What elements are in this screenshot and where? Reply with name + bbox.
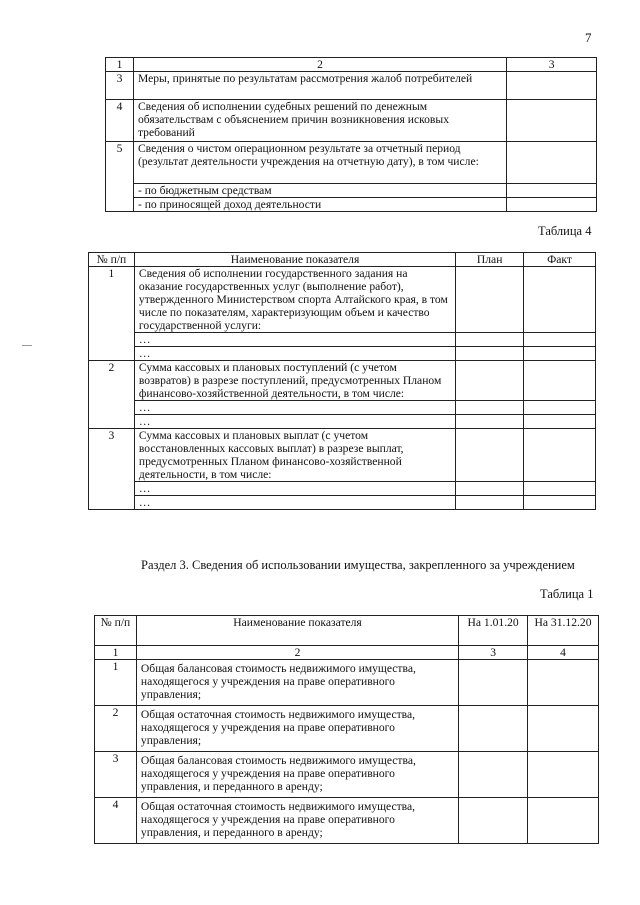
numbering-row	[95, 646, 599, 660]
ellipsis: …	[134, 496, 455, 510]
value-cell	[507, 184, 597, 198]
page-number: 7	[585, 30, 592, 45]
row-text: Сумма кассовых и плановых поступлений (с учетом возвратов) в разрезе поступлений, предусмотренных Планом финансово-хозяйственной деятельности, в том числе:	[134, 361, 455, 401]
row-number: 4	[106, 100, 134, 142]
ellipsis: …	[134, 415, 455, 429]
section-title: Раздел 3. Сведения об использовании имущества, закрепленного за учреждением	[141, 558, 575, 572]
table-row	[95, 798, 599, 844]
subrow-text: - по приносящей доход деятельности	[133, 198, 506, 212]
row-text: Меры, принятые по результатам рассмотрения жалоб потребителей	[133, 72, 506, 100]
ellipsis: …	[134, 482, 455, 496]
subrow-text: - по бюджетным средствам	[133, 184, 506, 198]
table-row	[95, 752, 599, 798]
header-col-2: 2	[133, 58, 506, 72]
row-number: 2	[89, 361, 135, 429]
table-header-row	[106, 58, 597, 72]
header-num: № п/п	[89, 253, 135, 267]
row-text: Сведения об исполнении государственного задания на оказание государственных услуг (выполнение работ), утвержденного Министерством спорта Алтайского края, в том числе по показателям, характеризующим объем и качество государственной услуги:	[134, 267, 455, 333]
value-cell	[459, 752, 528, 798]
table-row	[89, 361, 596, 401]
table-row	[89, 429, 596, 482]
table-subrow	[106, 198, 597, 212]
header-num: № п/п	[95, 616, 137, 646]
table-subrow	[89, 401, 596, 415]
row-text: Сумма кассовых и плановых выплат (с учетом восстановленных кассовых выплат) в разрезе выплат, предусмотренных Планом финансово-хозяйственной деятельности, в том числе:	[134, 429, 455, 482]
value-cell	[459, 660, 528, 706]
row-number: 3	[95, 752, 137, 798]
value-cell	[459, 706, 528, 752]
fact-cell	[524, 401, 596, 415]
row-number: 1	[89, 267, 135, 361]
table-subrow	[89, 415, 596, 429]
header-plan: План	[456, 253, 524, 267]
value-cell	[507, 72, 597, 100]
ellipsis: …	[134, 401, 455, 415]
table1	[94, 615, 599, 844]
ellipsis: …	[134, 347, 455, 361]
row-number: 2	[95, 706, 137, 752]
row-number: 1	[95, 660, 137, 706]
plan-cell	[456, 415, 524, 429]
value-cell	[528, 752, 599, 798]
table-subrow	[106, 184, 597, 198]
header-col-1: 1	[106, 58, 134, 72]
row-number: 3	[89, 429, 135, 510]
plan-cell	[456, 333, 524, 347]
row-text: Сведения об исполнении судебных решений по денежным обязательствам с объяснением причин возникновения исковых требований	[133, 100, 506, 142]
row-number: 5	[106, 142, 134, 212]
table-subrow	[89, 333, 596, 347]
plan-cell	[456, 429, 524, 482]
table4	[88, 252, 596, 510]
value-cell	[507, 100, 597, 142]
plan-cell	[456, 482, 524, 496]
value-cell	[528, 660, 599, 706]
value-cell	[528, 798, 599, 844]
fact-cell	[524, 333, 596, 347]
col-number-1: 1	[95, 646, 137, 660]
table-row	[106, 100, 597, 142]
plan-cell	[456, 496, 524, 510]
table-row	[106, 72, 597, 100]
row-text: Сведения о чистом операционном результате за отчетный период (результат деятельности учреждения на отчетную дату), в том числе:	[133, 142, 506, 184]
fact-cell	[524, 347, 596, 361]
continuation-table	[105, 57, 597, 212]
col-number-4: 4	[528, 646, 599, 660]
table-row	[95, 706, 599, 752]
plan-cell	[456, 267, 524, 333]
fact-cell	[524, 267, 596, 333]
table1-caption: Таблица 1	[540, 587, 594, 601]
fact-cell	[524, 482, 596, 496]
ellipsis: …	[134, 333, 455, 347]
header-start-date: На 1.01.20	[459, 616, 528, 646]
header-col-3: 3	[507, 58, 597, 72]
value-cell	[507, 198, 597, 212]
col-number-2: 2	[136, 646, 458, 660]
value-cell	[459, 798, 528, 844]
table-row	[95, 660, 599, 706]
table-header-row	[89, 253, 596, 267]
plan-cell	[456, 347, 524, 361]
row-number: 4	[95, 798, 137, 844]
table4-caption: Таблица 4	[538, 224, 592, 238]
header-fact: Факт	[524, 253, 596, 267]
value-cell	[507, 142, 597, 184]
margin-mark	[22, 345, 32, 346]
row-text: Общая остаточная стоимость недвижимого имущества, находящегося у учреждения на праве оперативного управления;	[136, 706, 458, 752]
row-number: 3	[106, 72, 134, 100]
col-number-3: 3	[459, 646, 528, 660]
header-end-date: На 31.12.20	[528, 616, 599, 646]
row-text: Общая остаточная стоимость недвижимого имущества, находящегося у учреждения на праве оперативного управления, и переданного в аренду;	[136, 798, 458, 844]
table-subrow	[89, 347, 596, 361]
table-subrow	[89, 482, 596, 496]
table-header-row	[95, 616, 599, 646]
header-name: Наименование показателя	[136, 616, 458, 646]
table-row	[106, 142, 597, 184]
fact-cell	[524, 361, 596, 401]
fact-cell	[524, 415, 596, 429]
fact-cell	[524, 429, 596, 482]
value-cell	[528, 706, 599, 752]
row-text: Общая балансовая стоимость недвижимого имущества, находящегося у учреждения на праве оперативного управления, и переданного в аренду;	[136, 752, 458, 798]
plan-cell	[456, 361, 524, 401]
fact-cell	[524, 496, 596, 510]
table-subrow	[89, 496, 596, 510]
header-name: Наименование показателя	[134, 253, 455, 267]
plan-cell	[456, 401, 524, 415]
table-row	[89, 267, 596, 333]
row-text: Общая балансовая стоимость недвижимого имущества, находящегося у учреждения на праве оперативного управления;	[136, 660, 458, 706]
